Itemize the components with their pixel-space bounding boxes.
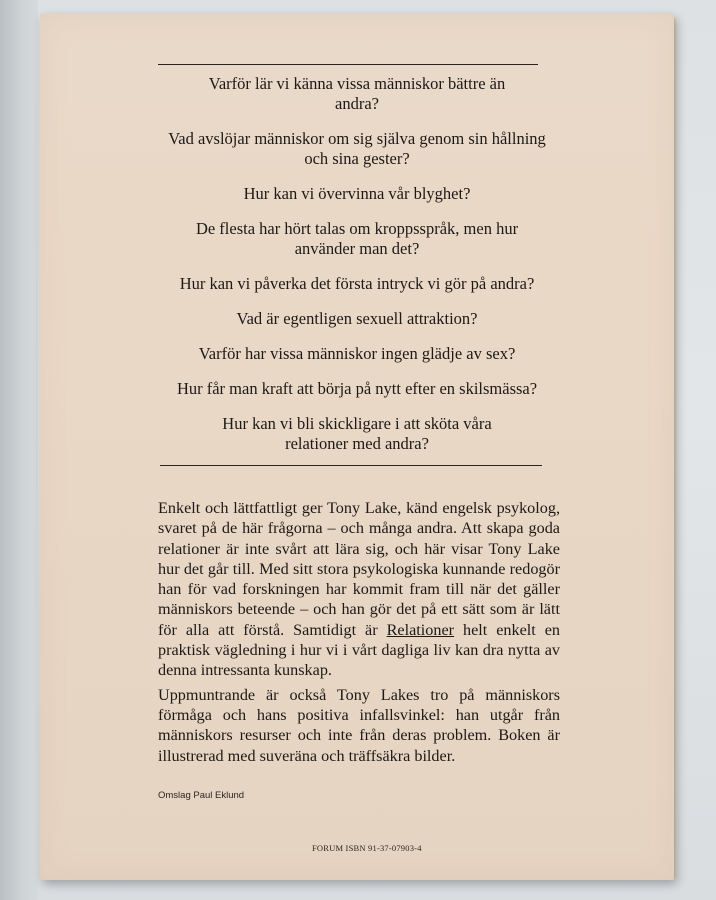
blurb-paragraph-1	[158, 498, 560, 681]
question-item: Hur får man kraft att börja på nytt efter en skilsmässa?	[176, 379, 538, 398]
cover-credit: Omslag Paul Eklund	[158, 790, 245, 801]
table-surface	[0, 0, 38, 900]
blurb-p1-end: helt enkelt en praktisk vägledning i hur vi i vårt dagliga liv kan dra nytta av denna intressanta kunskap.	[158, 620, 561, 680]
question-item: Varför lär vi känna vissa människor bättre än andra?	[208, 74, 506, 113]
bottom-rule	[160, 465, 542, 466]
question-item: Vad avslöjar människor om sig själva genom sin hållning och sina gester?	[168, 129, 546, 168]
top-rule	[158, 64, 538, 65]
question-item: Varför har vissa människor ingen glädje av sex?	[198, 344, 516, 363]
book-title-underlined: Relationer	[386, 620, 455, 639]
question-item: De flesta har hört talas om kroppsspråk, men hur använder man det?	[195, 219, 519, 258]
blurb-p1-start: Enkelt och lättfattligt ger Tony Lake, känd engelsk psykolog, svaret på de här frågorna – och många andra. Att skapa goda relationer är inte svårt att lära sig, och här visar Tony Lake hur det går till. Med sitt stora psykologiska kunnande redogör han för vad forskningen har kommit fram till när det gäller människors beteende – och han gör det på ett sätt som är lätt för alla att förstå. Samtidigt är	[158, 499, 560, 639]
question-list	[120, 74, 594, 469]
question-item: Hur kan vi bli skickligare i att sköta våra relationer med andra?	[222, 414, 492, 453]
isbn-line: FORUM ISBN 91-37-07903-4	[312, 843, 422, 853]
blurb-text	[158, 498, 560, 770]
question-item: Vad är egentligen sexuell attraktion?	[236, 309, 478, 328]
question-item: Hur kan vi påverka det första intryck vi gör på andra?	[179, 274, 535, 293]
question-item: Hur kan vi övervinna vår blyghet?	[243, 184, 471, 203]
book-back-cover	[40, 14, 674, 880]
blurb-paragraph-2: Uppmuntrande är också Tony Lakes tro på människors förmåga och hans positiva infallsvinkel: han utgår från människors resurser och inte från deras problem. Boken är illustrerad med suveräna och träffsäkra bilder.	[158, 685, 560, 765]
